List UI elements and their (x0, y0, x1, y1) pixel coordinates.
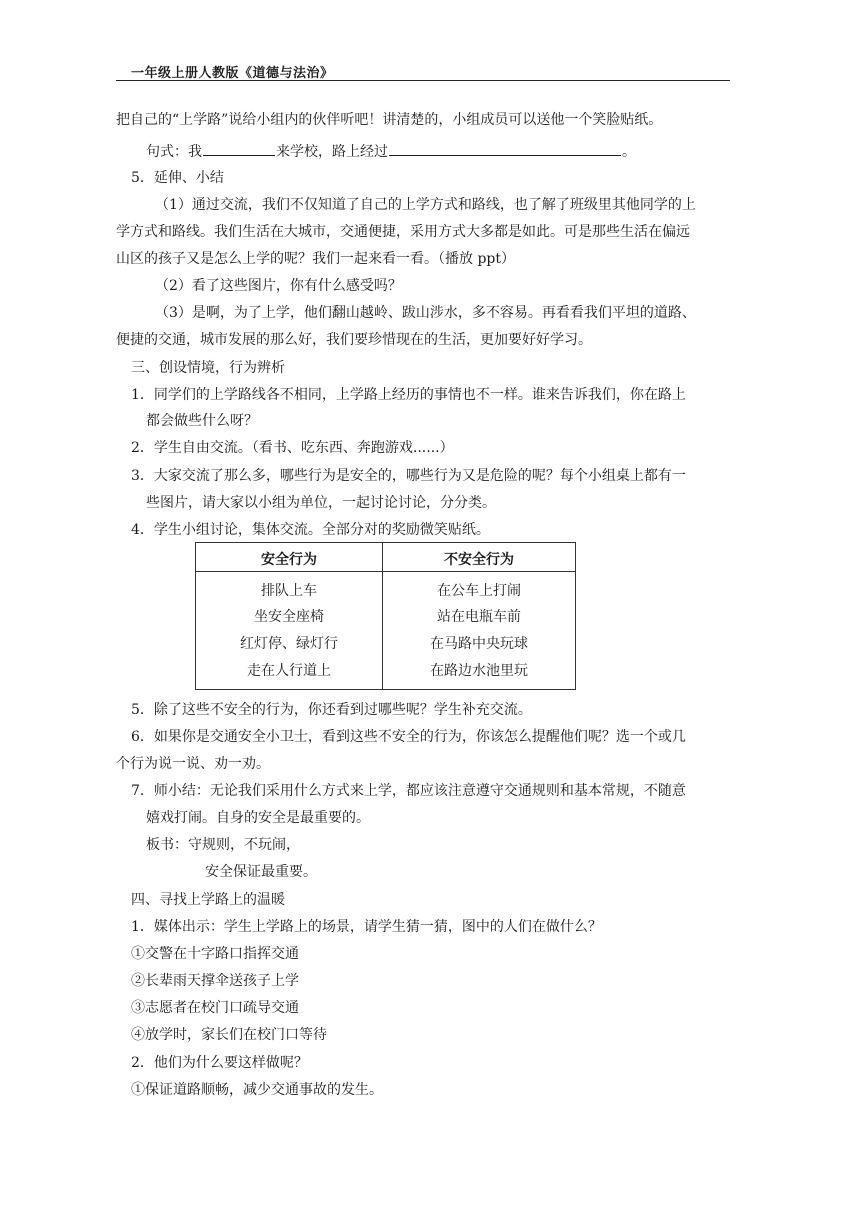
section-heading: 三、创设情境，行为辨析 (131, 360, 285, 376)
text-line: 嬉戏打闹。自身的安全是最重要的。 (146, 810, 370, 826)
table-header-rule (196, 571, 575, 572)
sentence-pattern-middle: 来学校，路上经过 (276, 144, 388, 160)
text-line: 3．大家交流了那么多，哪些行为是安全的，哪些行为又是危险的呢？每个小组桌上都有一 (131, 468, 686, 484)
table-header-unsafe: 不安全行为 (444, 552, 514, 568)
list-item: ①保证道路顺畅，减少交通事故的发生。 (131, 1082, 383, 1098)
table-cell-safe: 红灯停、绿灯行 (240, 636, 338, 652)
sentence-pattern-end: 。 (622, 144, 636, 160)
text-line: 把自己的“上学路”说给小组内的伙伴听吧！讲清楚的，小组成员可以送他一个笑脸贴纸。 (116, 112, 663, 128)
board-writing: 安全保证最重要。 (205, 864, 317, 880)
table-cell-unsafe: 在马路中央玩球 (430, 636, 528, 652)
table-cell-safe: 坐安全座椅 (254, 609, 324, 625)
table-cell-unsafe: 在路边水池里玩 (430, 663, 528, 679)
section-heading: 四、寻找上学路上的温暖 (131, 892, 285, 908)
list-item: ①交警在十字路口指挥交通 (131, 946, 299, 962)
text-line: 1．同学们的上学路线各不相同，上学路上经历的事情也不一样。谁来告诉我们，你在路上 (131, 387, 686, 403)
sentence-pattern-prefix: 句式：我 (146, 144, 202, 160)
text-line: 2．学生自由交流。（看书、吃东西、奔跑游戏......） (131, 440, 454, 456)
table-header-safe: 安全行为 (261, 552, 317, 568)
text-line: 5．除了这些不安全的行为，你还看到过哪些呢？学生补充交流。 (131, 702, 532, 718)
text-line: 便捷的交通，城市发展的那么好，我们要珍惜现在的生活，更加要好好学习。 (116, 332, 592, 348)
text-line: 山区的孩子又是怎么上学的呢？我们一起来看一看。（播放 ppt） (116, 251, 515, 267)
text-line: 6．如果你是交通安全小卫士，看到这些不安全的行为，你该怎么提醒他们呢？选一个或几 (131, 729, 686, 745)
list-item: ④放学时，家长们在校门口等待 (131, 1027, 327, 1043)
list-item: ②长辈雨天撑伞送孩子上学 (131, 973, 299, 989)
text-line: （3）是啊，为了上学，他们翻山越岭、跋山涉水，多不容易。再看看我们平坦的道路、 (155, 305, 696, 321)
text-line: 些图片，请大家以小组为单位，一起讨论讨论，分分类。 (146, 495, 496, 511)
table-cell-safe: 排队上车 (261, 583, 317, 599)
table-cell-unsafe: 在公车上打闹 (437, 583, 521, 599)
list-item: ③志愿者在校门口疏导交通 (131, 1000, 299, 1016)
text-line: 个行为说一说、劝一劝。 (116, 756, 270, 772)
text-line: 4．学生小组讨论，集体交流。全部分对的奖励微笑贴纸。 (131, 522, 490, 538)
board-writing: 板书：守规则，不玩闹， (146, 837, 300, 853)
section-heading: 5．延伸、小结 (131, 170, 224, 186)
fill-blank-1 (203, 141, 275, 156)
header-rule (116, 80, 730, 81)
safety-behavior-table (195, 542, 576, 690)
text-line: 学方式和路线。我们生活在大城市，交通便捷，采用方式大多都是如此。可是那些生活在偏远 (116, 224, 690, 240)
text-line: 7．师小结：无论我们采用什么方式来上学，都应该注意遵守交通规则和基本常规，不随意 (131, 783, 686, 799)
sentence-pattern (146, 141, 636, 162)
text-line: 1．媒体出示：学生上学路上的场景，请学生猜一猜，图中的人们在做什么？ (131, 919, 602, 935)
text-line: 2．他们为什么要这样做呢？ (131, 1055, 308, 1071)
fill-blank-2 (389, 141, 621, 156)
table-cell-safe: 走在人行道上 (247, 663, 331, 679)
text-line: 都会做些什么呀？ (146, 413, 258, 429)
text-line: （1）通过交流，我们不仅知道了自己的上学方式和路线，也了解了班级里其他同学的上 (155, 197, 696, 213)
header-title: 一年级上册人教版《道德与法治》 (131, 66, 334, 81)
table-cell-unsafe: 站在电瓶车前 (437, 609, 521, 625)
text-line: （2）看了这些图片，你有什么感受吗？ (155, 278, 402, 294)
